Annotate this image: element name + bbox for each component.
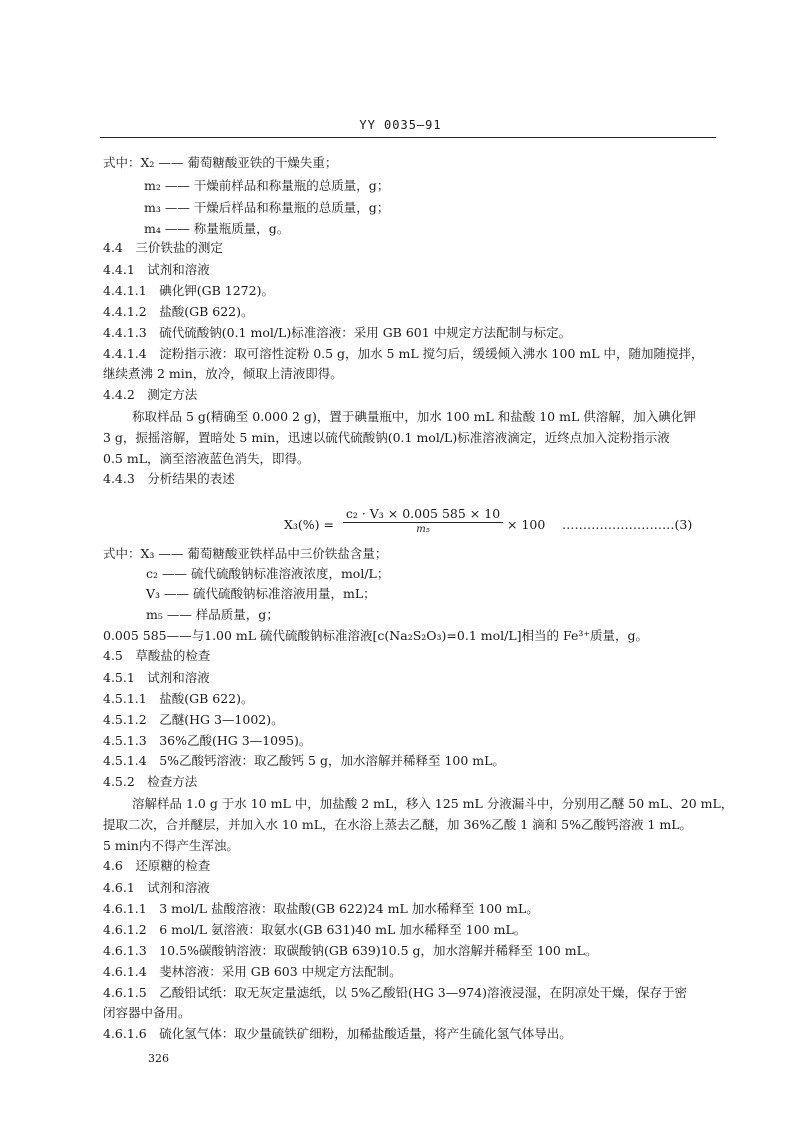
where-c2: c₂ —— 硫代硫酸钠标准溶液浓度，mol/L；: [146, 566, 390, 581]
page-number: 326: [148, 1052, 169, 1065]
section-4-4-1: 4.4.1 试剂和溶液: [103, 262, 210, 277]
section-4-5-2: 4.5.2 检查方法: [103, 774, 198, 789]
check-line-1: 溶解样品 1.0 g 于水 10 mL 中，加盐酸 2 mL，移入 125 mL 分液漏斗中，分别用乙醚 50 mL、20 mL，: [132, 796, 734, 811]
where-v3: V₃ —— 硫代硫酸钠标准溶液用量，mL；: [146, 586, 376, 601]
section-4-5-1-2: 4.5.1.2 乙醚(HG 3—1002)。: [103, 712, 284, 727]
section-4-6-1-4: 4.6.1.4 斐林溶液：采用 GB 603 中规定方法配制。: [103, 964, 402, 979]
page-header: YY 0035—91: [359, 118, 442, 132]
formula-numerator: c₂ · V₃ × 0.005 585 × 10: [345, 506, 501, 521]
where-x2: 式中：X₂ —— 葡萄糖酸亚铁的干燥失重；: [103, 155, 338, 170]
section-4-5: 4.5 草酸盐的检查: [103, 648, 211, 663]
where-m5: m₅ —— 样品质量，g；: [146, 607, 279, 622]
section-4-4: 4.4 三价铁盐的测定: [103, 240, 223, 255]
section-4-4-1-2: 4.4.1.2 盐酸(GB 622)。: [103, 304, 254, 319]
section-4-4-1-1: 4.4.1.1 碘化钾(GB 1272)。: [103, 283, 274, 298]
header-rule: [100, 137, 716, 138]
section-4-4-3: 4.4.3 分析结果的表述: [103, 471, 235, 486]
section-4-5-1-1: 4.5.1.1 盐酸(GB 622)。: [103, 691, 254, 706]
section-4-5-1-4: 4.5.1.4 5%乙酸钙溶液：取乙酸钙 5 g，加水溶解并稀释至 100 mL。: [103, 753, 505, 768]
where-m4: m₄ —— 称量瓶质量，g。: [144, 221, 290, 236]
where-m3: m₃ —— 干燥后样品和称量瓶的总质量，g；: [144, 200, 390, 215]
section-4-6-1-5-cont: 闭容器中备用。: [103, 1005, 191, 1020]
check-line-3: 5 min内不得产生浑浊。: [103, 838, 239, 853]
where-x3: 式中：X₃ —— 葡萄糖酸亚铁样品中三价铁盐含量；: [103, 546, 388, 561]
section-4-4-2: 4.4.2 测定方法: [103, 387, 198, 402]
section-4-6-1-3: 4.6.1.3 10.5%碳酸钠溶液：取碳酸钠(GB 639)10.5 g，加水溶解并稀释至 100 mL。: [103, 943, 598, 958]
section-4-6: 4.6 还原糖的检查: [103, 858, 211, 873]
section-4-6-1-5: 4.6.1.5 乙酸铅试纸：取无灰定量滤纸，以 5%乙酸铅(HG 3—974)溶液浸湿，在阴凉处干燥，保存于密: [103, 985, 687, 1000]
method-line-2: 3 g，振摇溶解，置暗处 5 min，迅速以硫代硫酸钠(0.1 mol/L)标准溶液滴定，近终点加入淀粉指示液: [103, 430, 670, 445]
method-line-3: 0.5 mL，滴至溶液蓝色消失，即得。: [103, 451, 310, 466]
section-4-4-1-3: 4.4.1.3 硫代硫酸钠(0.1 mol/L)标准溶液：采用 GB 601 中规定方法配制与标定。: [103, 325, 572, 340]
check-line-2: 提取二次，合并醚层，并加入水 10 mL，在水浴上蒸去乙醚，加 36%乙酸 1 滴和 5%乙酸钙溶液 1 mL。: [103, 817, 693, 832]
section-4-4-1-4-cont: 继续煮沸 2 min，放冷，倾取上清液即得。: [103, 366, 343, 381]
formula-denominator: m₅: [416, 524, 430, 535]
section-4-5-1: 4.5.1 试剂和溶液: [103, 670, 210, 685]
where-m2: m₂ —— 干燥前样品和称量瓶的总质量，g；: [144, 178, 390, 193]
formula-rhs: × 100: [507, 517, 546, 532]
equation-number: ………………………(3): [562, 517, 693, 532]
formula-lhs: X₃(%) =: [284, 517, 334, 532]
formula-fraction: [343, 506, 503, 537]
section-4-6-1: 4.6.1 试剂和溶液: [103, 880, 210, 895]
section-4-6-1-6: 4.6.1.6 硫化氢气体：取少量硫铁矿细粉，加稀盐酸适量，将产生硫化氢气体导出。: [103, 1026, 572, 1041]
section-4-6-1-1: 4.6.1.1 3 mol/L 盐酸溶液：取盐酸(GB 622)24 mL 加水稀释至 100 mL。: [103, 901, 539, 916]
section-4-5-1-3: 4.5.1.3 36%乙酸(HG 3—1095)。: [103, 733, 312, 748]
constant-definition: 0.005 585——与1.00 mL 硫代硫酸钠标准溶液[c(Na₂S₂O₃)=0.1 mol/L]相当的 Fe³⁺质量，g。: [103, 628, 648, 643]
section-4-6-1-2: 4.6.1.2 6 mol/L 氨溶液：取氨水(GB 631)40 mL 加水稀释至 100 mL。: [103, 922, 527, 937]
section-4-4-1-4: 4.4.1.4 淀粉指示液：取可溶性淀粉 0.5 g，加水 5 mL 搅匀后，缓缓倾入沸水 100 mL 中，随加随搅拌，: [103, 346, 704, 361]
method-line-1: 称取样品 5 g(精确至 0.000 2 g)，置于碘量瓶中，加水 100 mL 和盐酸 10 mL 供溶解，加入碘化钾: [132, 409, 696, 424]
